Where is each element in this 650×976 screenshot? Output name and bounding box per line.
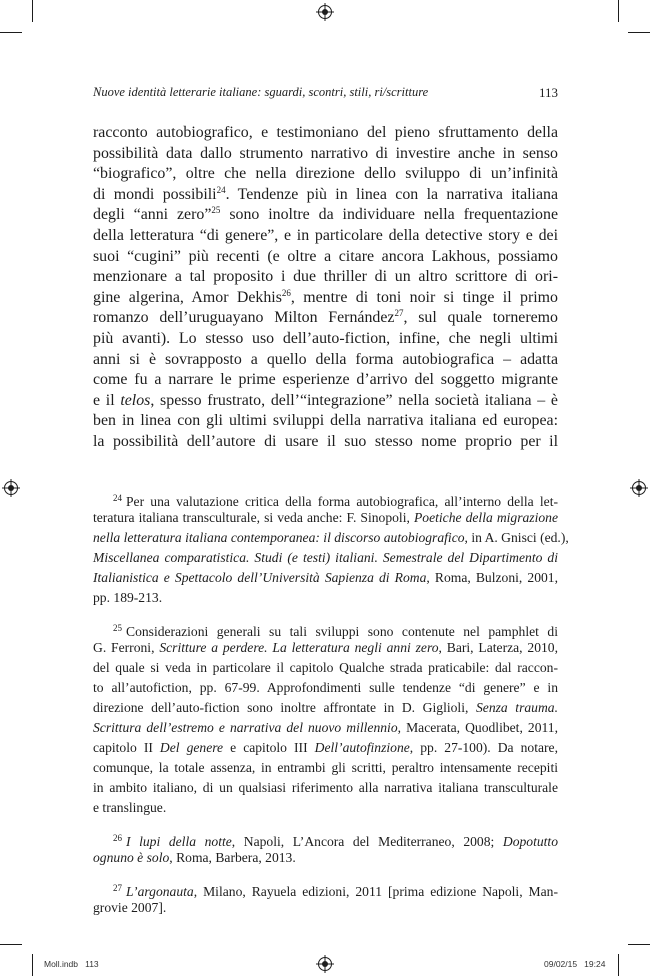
crop-mark-bottom-right-vertical — [618, 954, 619, 976]
registration-mark-icon — [316, 955, 334, 973]
body-line: della letteratura “di genere”, e in particolare della detective story e dei — [93, 226, 558, 244]
registration-mark-icon — [2, 479, 20, 497]
crop-mark-bottom-right-horizontal — [628, 944, 650, 945]
crop-mark-top-left-horizontal — [0, 32, 22, 33]
footnote-24: $^{24}$ Per una valutazione critica della forma autobiografica, all’interno della let- teratura italiana transculturale, si veda anche: F. Sinopoli, Poetiche della migrazione nella letteratura italiana contemporanea: il discorso autobiografico, in A. Gnisci (ed.), Miscellanea comparatistica. Studi (e testi) italiani. Semestrale del Dipartimento di Italianistica e Spettacolo dell’Università Sapienza di Roma, Roma, Bulzoni, 2001, pp. 189-213. — [93, 493, 569, 605]
body-line: racconto autobiografico, e testimoniano del pieno sfruttamento della — [93, 124, 558, 141]
body-line: e il telos, spesso frustrato, dell’“integrazione” nella società italiana – è — [93, 391, 558, 409]
slug-filename: Moll.indb 113 — [44, 959, 99, 969]
slug-datetime: 09/02/15 19:24 — [544, 959, 606, 969]
body-line: “biografico”, oltre che nella direzione dello sviluppo di un’infinità — [93, 165, 558, 183]
footnote-25: $^{25}$ Considerazioni generali su tali sviluppi sono contenute nel pamphlet di G. Ferroni, Scritture a perdere. La letteratura negli anni zero, Bari, Laterza, 2010, del quale si veda in particolare il capitolo Qualche strada praticabile: dal raccon- to all’autofiction, pp. 67-99. Approfondimenti sulle tendenze “di genere” e in direzione dell’auto-fiction sono inoltre affrontate in D. Giglioli, Senza trauma. Scrittura dell’estremo e narrativa del nuovo millennio, Macerata, Quodlibet, 2011, capitolo II Del genere e capitolo III Dell’autofinzione, pp. 27-100). Da notare, comunque, la totale assenza, in entrambi gli scritti, peraltro intensamente recepiti in ambito italiano, di un qualsiasi riferimento alla narrativa italiana transculturale e translingue. — [93, 623, 558, 815]
crop-mark-top-right-horizontal — [628, 32, 650, 33]
body-line: degli “anni zero”$^{25}$ sono inoltre da individuare nella frequentazione — [93, 205, 558, 224]
footnote-ref[interactable]: 26 — [281, 287, 291, 298]
footnote-27: $^{27}$ L’argonauta, Milano, Rayuela edizioni, 2011 [prima edizione Napoli, Man- grovie 2007]. — [93, 883, 558, 915]
crop-mark-bottom-left-horizontal — [0, 944, 22, 945]
crop-mark-top-right-vertical — [618, 0, 619, 22]
footnote-ref[interactable]: 25 — [211, 205, 221, 216]
footnote-ref[interactable]: 24 — [216, 184, 226, 195]
crop-mark-top-left-vertical — [32, 0, 33, 22]
registration-mark-icon — [630, 479, 648, 497]
footnote-number: 25 — [113, 623, 122, 633]
body-line: romanzo dell’uruguayano Milton Fernández$^{27}$, sul quale torneremo — [93, 308, 558, 327]
footnote-26: $^{26}$ I lupi della notte, Napoli, L’Ancora del Mediterraneo, 2008; Dopotutto ognuno è solo, Roma, Barbera, 2013. — [93, 833, 559, 865]
body-line: possibilità data dallo strumento narrativo di investire anche in senso — [93, 144, 558, 162]
running-header — [93, 85, 558, 101]
body-line: suoi “cugini” più recenti (e oltre a citare ancora Lakhous, possiamo — [93, 247, 558, 265]
crop-mark-bottom-left-vertical — [32, 954, 33, 976]
footnote-number: 27 — [113, 883, 122, 893]
body-line: come fu a narrare le prime esperienze d’arrivo del soggetto migrante — [93, 371, 558, 389]
footnotes — [93, 488, 569, 928]
body-line: più avanti). Lo stesso uso dell’auto-fiction, infine, che negli ultimi — [93, 329, 558, 347]
footnote-ref[interactable]: 27 — [394, 308, 404, 319]
running-title: Nuove identità letterarie italiane: sguardi, scontri, stili, ri/scritture — [93, 85, 429, 99]
footnote-number: 24 — [113, 493, 122, 503]
footnote-number: 26 — [113, 833, 122, 843]
body-text — [93, 123, 558, 453]
body-line: anni si è sovrapposto a quello della forma autobiografica – adatta — [93, 350, 558, 368]
body-line: gine algerina, Amor Dekhis$^{26}$, mentre di toni noir si tinge il primo — [93, 287, 558, 306]
page-number: 113 — [538, 85, 558, 100]
body-line: di mondi possibili$^{24}$. Tendenze più in linea con la narrativa italiana — [93, 184, 559, 203]
body-line: menzionare a tal proposito i due thriller di un altro scrittore di ori- — [93, 268, 558, 286]
body-line: ben in linea con gli ultimi sviluppi della narrativa italiana ed europea: — [93, 412, 558, 430]
body-line: la possibilità dell’autore di usare il suo stesso nome proprio per il — [93, 432, 558, 450]
registration-mark-icon — [316, 3, 334, 21]
